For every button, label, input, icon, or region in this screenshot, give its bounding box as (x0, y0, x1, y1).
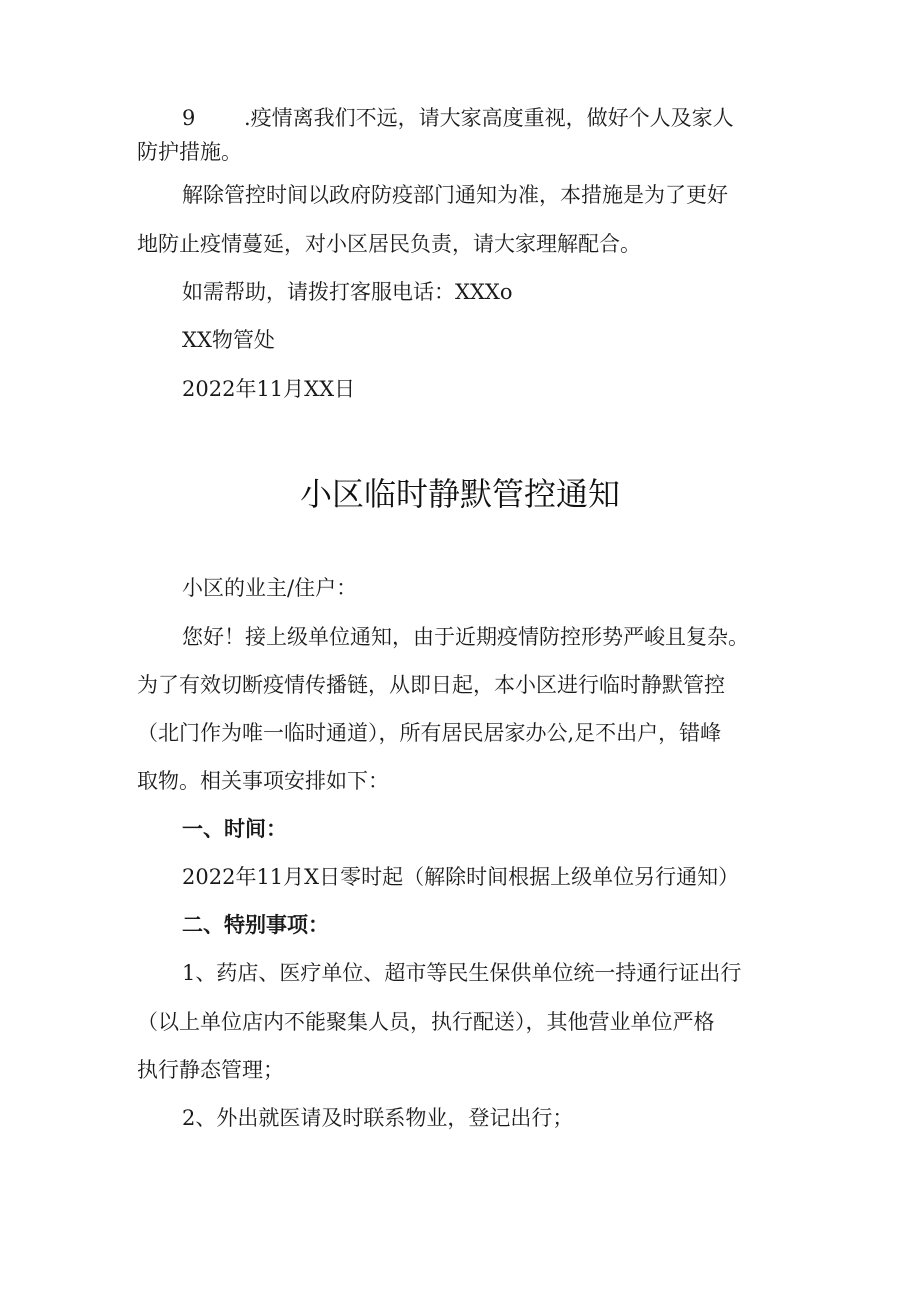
item-1-line-1: 1、药店、医疗单位、超市等民生保供单位统一持通行证出行 (182, 961, 742, 985)
item-9-text-line-2: 防护措施。 (137, 140, 242, 164)
item-9-text-line-1: .疫情离我们不远，请大家高度重视，做好个人及家人 (244, 106, 734, 130)
date-line: 2022年11月XX日 (182, 377, 356, 401)
intro-line-3: （北门作为唯一临时通道），所有居民居家办公,足不出户，错峰 (137, 721, 722, 745)
item-1-line-3: 执行静态管理； (137, 1058, 284, 1082)
section-2-heading: 二、特别事项： (182, 913, 329, 937)
item-1-line-2: （以上单位店内不能聚集人员，执行配送），其他营业单位严格 (137, 1010, 715, 1034)
help-phone-line: 如需帮助，请拨打客服电话：XXXo (182, 280, 513, 304)
notice-title: 小区临时静默管控通知 (299, 475, 620, 513)
intro-line-4: 取物。相关事项安排如下： (137, 769, 389, 793)
intro-line-1: 您好！接上级单位通知，由于近期疫情防控形势严峻且复杂。 (182, 625, 749, 649)
item-9-number: 9 (182, 106, 196, 130)
signer-line: XX物管处 (182, 328, 275, 352)
lift-control-line-2: 地防止疫情蔓延，对小区居民负责，请大家理解配合。 (137, 232, 641, 256)
section-1-text: 2022年11月X日零时起（解除时间根据上级单位另行通知） (182, 865, 740, 889)
item-2-line: 2、外出就医请及时联系物业，登记出行； (182, 1106, 574, 1130)
lift-control-line-1: 解除管控时间以政府防疫部门通知为准，本措施是为了更好 (182, 183, 728, 207)
intro-line-2: 为了有效切断疫情传播链，从即日起，本小区进行临时静默管控 (137, 673, 725, 697)
section-1-heading: 一、时间： (182, 817, 287, 841)
salutation: 小区的业主/住户： (182, 576, 358, 600)
